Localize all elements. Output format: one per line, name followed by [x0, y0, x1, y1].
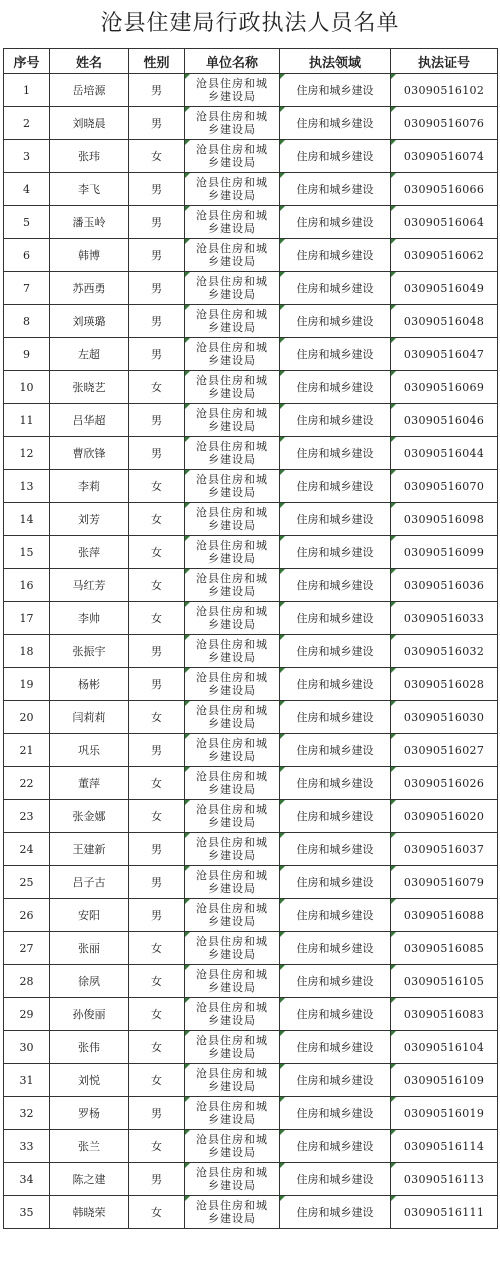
cell-name: 刘悦	[50, 1064, 129, 1097]
cell-unit	[185, 635, 280, 668]
cell-gender: 女	[129, 371, 185, 404]
table-row	[4, 371, 498, 404]
cell-unit	[185, 107, 280, 140]
unit-text: 沧县住房和城乡建设局	[196, 506, 268, 532]
cell-field: 住房和城乡建设	[280, 635, 391, 668]
cell-seq: 26	[4, 899, 50, 932]
unit-text: 沧县住房和城乡建设局	[196, 1067, 268, 1093]
unit-text: 沧县住房和城乡建设局	[196, 1199, 268, 1225]
cell-field: 住房和城乡建设	[280, 206, 391, 239]
cell-field: 住房和城乡建设	[280, 1163, 391, 1196]
unit-text: 沧县住房和城乡建设局	[196, 539, 268, 565]
cell-name: 李飞	[50, 173, 129, 206]
cell-name: 徐夙	[50, 965, 129, 998]
cell-unit	[185, 767, 280, 800]
cell-gender: 男	[129, 74, 185, 107]
cell-gender: 男	[129, 338, 185, 371]
cell-gender: 女	[129, 140, 185, 173]
cell-field: 住房和城乡建设	[280, 239, 391, 272]
cell-seq: 14	[4, 503, 50, 536]
cell-seq: 22	[4, 767, 50, 800]
table-row	[4, 701, 498, 734]
cell-gender: 女	[129, 998, 185, 1031]
cell-field: 住房和城乡建设	[280, 767, 391, 800]
unit-text: 沧县住房和城乡建设局	[196, 770, 268, 796]
cell-name: 张兰	[50, 1130, 129, 1163]
cell-gender: 男	[129, 272, 185, 305]
cell-cert: 03090516027	[391, 734, 498, 767]
cell-seq: 11	[4, 404, 50, 437]
cell-cert: 03090516098	[391, 503, 498, 536]
unit-text: 沧县住房和城乡建设局	[196, 1034, 268, 1060]
cell-seq: 17	[4, 602, 50, 635]
cell-seq: 29	[4, 998, 50, 1031]
cell-unit	[185, 833, 280, 866]
unit-text: 沧县住房和城乡建设局	[196, 374, 268, 400]
cell-name: 罗杨	[50, 1097, 129, 1130]
cell-unit	[185, 74, 280, 107]
cell-name: 刘晓晨	[50, 107, 129, 140]
cell-name: 李莉	[50, 470, 129, 503]
table-row	[4, 305, 498, 338]
cell-cert: 03090516032	[391, 635, 498, 668]
cell-unit	[185, 371, 280, 404]
cell-unit	[185, 404, 280, 437]
cell-unit	[185, 932, 280, 965]
header-cert: 执法证号	[391, 49, 498, 74]
cell-unit	[185, 800, 280, 833]
cell-gender: 女	[129, 1130, 185, 1163]
cell-seq: 16	[4, 569, 50, 602]
cell-field: 住房和城乡建设	[280, 701, 391, 734]
unit-text: 沧县住房和城乡建设局	[196, 968, 268, 994]
cell-cert: 03090516033	[391, 602, 498, 635]
cell-field: 住房和城乡建设	[280, 305, 391, 338]
cell-seq: 1	[4, 74, 50, 107]
cell-seq: 10	[4, 371, 50, 404]
cell-unit	[185, 305, 280, 338]
cell-unit	[185, 1130, 280, 1163]
cell-seq: 4	[4, 173, 50, 206]
cell-unit	[185, 602, 280, 635]
table-row	[4, 74, 498, 107]
table-row	[4, 1130, 498, 1163]
cell-name: 张丽	[50, 932, 129, 965]
table-row	[4, 734, 498, 767]
cell-field: 住房和城乡建设	[280, 965, 391, 998]
table-row	[4, 272, 498, 305]
cell-cert: 03090516046	[391, 404, 498, 437]
cell-gender: 男	[129, 866, 185, 899]
table-row	[4, 833, 498, 866]
unit-text: 沧县住房和城乡建设局	[196, 440, 268, 466]
cell-seq: 13	[4, 470, 50, 503]
unit-text: 沧县住房和城乡建设局	[196, 1166, 268, 1192]
unit-text: 沧县住房和城乡建设局	[196, 1001, 268, 1027]
cell-unit	[185, 1163, 280, 1196]
cell-seq: 15	[4, 536, 50, 569]
table-row	[4, 140, 498, 173]
cell-unit	[185, 338, 280, 371]
cell-seq: 31	[4, 1064, 50, 1097]
cell-cert: 03090516049	[391, 272, 498, 305]
unit-text: 沧县住房和城乡建设局	[196, 176, 268, 202]
header-unit: 单位名称	[185, 49, 280, 74]
table-row	[4, 767, 498, 800]
cell-field: 住房和城乡建设	[280, 404, 391, 437]
cell-seq: 20	[4, 701, 50, 734]
cell-seq: 25	[4, 866, 50, 899]
cell-seq: 32	[4, 1097, 50, 1130]
table-row	[4, 998, 498, 1031]
cell-unit	[185, 1097, 280, 1130]
cell-gender: 女	[129, 800, 185, 833]
cell-name: 刘芳	[50, 503, 129, 536]
cell-seq: 5	[4, 206, 50, 239]
header-seq: 序号	[4, 49, 50, 74]
table-row	[4, 173, 498, 206]
cell-name: 王建新	[50, 833, 129, 866]
cell-gender: 男	[129, 206, 185, 239]
unit-text: 沧县住房和城乡建设局	[196, 869, 268, 895]
unit-text: 沧县住房和城乡建设局	[196, 1133, 268, 1159]
unit-text: 沧县住房和城乡建设局	[196, 407, 268, 433]
cell-field: 住房和城乡建设	[280, 668, 391, 701]
unit-text: 沧县住房和城乡建设局	[196, 1100, 268, 1126]
unit-text: 沧县住房和城乡建设局	[196, 803, 268, 829]
cell-cert: 03090516099	[391, 536, 498, 569]
cell-unit	[185, 239, 280, 272]
cell-field: 住房和城乡建设	[280, 470, 391, 503]
unit-text: 沧县住房和城乡建设局	[196, 341, 268, 367]
cell-unit	[185, 470, 280, 503]
cell-name: 董萍	[50, 767, 129, 800]
cell-unit	[185, 866, 280, 899]
cell-unit	[185, 140, 280, 173]
table-row	[4, 899, 498, 932]
cell-field: 住房和城乡建设	[280, 503, 391, 536]
cell-unit	[185, 998, 280, 1031]
cell-name: 张玮	[50, 140, 129, 173]
table-row	[4, 569, 498, 602]
cell-cert: 03090516105	[391, 965, 498, 998]
unit-text: 沧县住房和城乡建设局	[196, 935, 268, 961]
cell-seq: 3	[4, 140, 50, 173]
cell-field: 住房和城乡建设	[280, 140, 391, 173]
cell-field: 住房和城乡建设	[280, 998, 391, 1031]
unit-text: 沧县住房和城乡建设局	[196, 209, 268, 235]
header-name: 姓名	[50, 49, 129, 74]
cell-seq: 18	[4, 635, 50, 668]
cell-unit	[185, 536, 280, 569]
cell-cert: 03090516036	[391, 569, 498, 602]
cell-cert: 03090516030	[391, 701, 498, 734]
cell-name: 苏西勇	[50, 272, 129, 305]
unit-text: 沧县住房和城乡建设局	[196, 605, 268, 631]
table-row	[4, 866, 498, 899]
table-row	[4, 1196, 498, 1229]
cell-field: 住房和城乡建设	[280, 800, 391, 833]
cell-cert: 03090516066	[391, 173, 498, 206]
table-row	[4, 536, 498, 569]
cell-gender: 女	[129, 602, 185, 635]
cell-cert: 03090516019	[391, 1097, 498, 1130]
cell-name: 闫莉莉	[50, 701, 129, 734]
cell-gender: 女	[129, 569, 185, 602]
cell-cert: 03090516062	[391, 239, 498, 272]
cell-gender: 男	[129, 668, 185, 701]
cell-unit	[185, 734, 280, 767]
unit-text: 沧县住房和城乡建设局	[196, 143, 268, 169]
cell-field: 住房和城乡建设	[280, 338, 391, 371]
cell-cert: 03090516064	[391, 206, 498, 239]
unit-text: 沧县住房和城乡建设局	[196, 836, 268, 862]
table-row	[4, 668, 498, 701]
cell-gender: 男	[129, 239, 185, 272]
table-row	[4, 602, 498, 635]
table-row	[4, 932, 498, 965]
cell-name: 潘玉岭	[50, 206, 129, 239]
table-row	[4, 503, 498, 536]
cell-unit	[185, 899, 280, 932]
cell-cert: 03090516113	[391, 1163, 498, 1196]
cell-unit	[185, 173, 280, 206]
cell-gender: 男	[129, 173, 185, 206]
cell-cert: 03090516079	[391, 866, 498, 899]
cell-unit	[185, 206, 280, 239]
cell-gender: 男	[129, 107, 185, 140]
cell-name: 曹欣锋	[50, 437, 129, 470]
cell-name: 吕华超	[50, 404, 129, 437]
cell-name: 张萍	[50, 536, 129, 569]
cell-name: 韩晓荣	[50, 1196, 129, 1229]
cell-seq: 27	[4, 932, 50, 965]
cell-gender: 女	[129, 1064, 185, 1097]
cell-gender: 女	[129, 536, 185, 569]
cell-cert: 03090516070	[391, 470, 498, 503]
cell-cert: 03090516111	[391, 1196, 498, 1229]
cell-field: 住房和城乡建设	[280, 602, 391, 635]
cell-gender: 男	[129, 734, 185, 767]
unit-text: 沧县住房和城乡建设局	[196, 308, 268, 334]
table-row	[4, 404, 498, 437]
cell-name: 杨彬	[50, 668, 129, 701]
cell-cert: 03090516109	[391, 1064, 498, 1097]
cell-field: 住房和城乡建设	[280, 74, 391, 107]
cell-field: 住房和城乡建设	[280, 272, 391, 305]
cell-field: 住房和城乡建设	[280, 437, 391, 470]
unit-text: 沧县住房和城乡建设局	[196, 638, 268, 664]
cell-seq: 33	[4, 1130, 50, 1163]
unit-text: 沧县住房和城乡建设局	[196, 77, 268, 103]
cell-seq: 19	[4, 668, 50, 701]
unit-text: 沧县住房和城乡建设局	[196, 704, 268, 730]
cell-name: 张晓艺	[50, 371, 129, 404]
cell-unit	[185, 437, 280, 470]
cell-name: 左超	[50, 338, 129, 371]
table-row	[4, 239, 498, 272]
cell-unit	[185, 965, 280, 998]
cell-cert: 03090516044	[391, 437, 498, 470]
table-row	[4, 206, 498, 239]
personnel-table	[3, 48, 498, 1229]
unit-text: 沧县住房和城乡建设局	[196, 242, 268, 268]
cell-field: 住房和城乡建设	[280, 107, 391, 140]
cell-cert: 03090516026	[391, 767, 498, 800]
header-gender: 性别	[129, 49, 185, 74]
header-field: 执法领域	[280, 49, 391, 74]
unit-text: 沧县住房和城乡建设局	[196, 737, 268, 763]
cell-cert: 03090516104	[391, 1031, 498, 1064]
cell-field: 住房和城乡建设	[280, 569, 391, 602]
cell-cert: 03090516047	[391, 338, 498, 371]
cell-cert: 03090516074	[391, 140, 498, 173]
cell-seq: 12	[4, 437, 50, 470]
cell-seq: 30	[4, 1031, 50, 1064]
cell-unit	[185, 1196, 280, 1229]
cell-unit	[185, 1064, 280, 1097]
table-row	[4, 1031, 498, 1064]
cell-name: 张金娜	[50, 800, 129, 833]
table-row	[4, 470, 498, 503]
cell-seq: 34	[4, 1163, 50, 1196]
table-row	[4, 1097, 498, 1130]
cell-name: 张振宇	[50, 635, 129, 668]
cell-unit	[185, 1031, 280, 1064]
cell-unit	[185, 701, 280, 734]
cell-gender: 男	[129, 404, 185, 437]
cell-field: 住房和城乡建设	[280, 1097, 391, 1130]
cell-unit	[185, 668, 280, 701]
cell-name: 马红芳	[50, 569, 129, 602]
cell-unit	[185, 503, 280, 536]
page-title: 沧县住建局行政执法人员名单	[100, 11, 400, 36]
cell-cert: 03090516076	[391, 107, 498, 140]
cell-seq: 7	[4, 272, 50, 305]
table-row	[4, 1064, 498, 1097]
cell-gender: 女	[129, 932, 185, 965]
table-row	[4, 437, 498, 470]
cell-seq: 2	[4, 107, 50, 140]
cell-seq: 24	[4, 833, 50, 866]
cell-field: 住房和城乡建设	[280, 932, 391, 965]
cell-field: 住房和城乡建设	[280, 1031, 391, 1064]
cell-field: 住房和城乡建设	[280, 536, 391, 569]
cell-name: 岳培源	[50, 74, 129, 107]
unit-text: 沧县住房和城乡建设局	[196, 902, 268, 928]
cell-gender: 女	[129, 767, 185, 800]
cell-field: 住房和城乡建设	[280, 833, 391, 866]
cell-field: 住房和城乡建设	[280, 866, 391, 899]
cell-gender: 女	[129, 965, 185, 998]
unit-text: 沧县住房和城乡建设局	[196, 275, 268, 301]
cell-field: 住房和城乡建设	[280, 1064, 391, 1097]
table-row	[4, 338, 498, 371]
cell-gender: 男	[129, 437, 185, 470]
cell-name: 陈之建	[50, 1163, 129, 1196]
cell-field: 住房和城乡建设	[280, 734, 391, 767]
cell-gender: 男	[129, 833, 185, 866]
table-row	[4, 800, 498, 833]
cell-gender: 男	[129, 305, 185, 338]
cell-seq: 6	[4, 239, 50, 272]
table-row	[4, 635, 498, 668]
cell-name: 韩博	[50, 239, 129, 272]
cell-gender: 女	[129, 470, 185, 503]
cell-seq: 9	[4, 338, 50, 371]
cell-name: 张伟	[50, 1031, 129, 1064]
table-row	[4, 1163, 498, 1196]
cell-seq: 23	[4, 800, 50, 833]
cell-name: 巩乐	[50, 734, 129, 767]
cell-name: 孙俊丽	[50, 998, 129, 1031]
cell-gender: 男	[129, 899, 185, 932]
unit-text: 沧县住房和城乡建设局	[196, 671, 268, 697]
table-row	[4, 107, 498, 140]
cell-cert: 03090516048	[391, 305, 498, 338]
cell-name: 李帅	[50, 602, 129, 635]
cell-seq: 28	[4, 965, 50, 998]
cell-cert: 03090516037	[391, 833, 498, 866]
cell-unit	[185, 569, 280, 602]
cell-gender: 男	[129, 1163, 185, 1196]
cell-cert: 03090516020	[391, 800, 498, 833]
table-body	[4, 74, 498, 1229]
cell-field: 住房和城乡建设	[280, 173, 391, 206]
cell-cert: 03090516083	[391, 998, 498, 1031]
cell-cert: 03090516102	[391, 74, 498, 107]
cell-cert: 03090516069	[391, 371, 498, 404]
table-row	[4, 965, 498, 998]
unit-text: 沧县住房和城乡建设局	[196, 572, 268, 598]
cell-gender: 男	[129, 1097, 185, 1130]
cell-gender: 女	[129, 1196, 185, 1229]
cell-cert: 03090516085	[391, 932, 498, 965]
table-header-row	[4, 49, 498, 74]
cell-cert: 03090516028	[391, 668, 498, 701]
cell-seq: 35	[4, 1196, 50, 1229]
cell-name: 安阳	[50, 899, 129, 932]
cell-field: 住房和城乡建设	[280, 1130, 391, 1163]
cell-name: 吕子古	[50, 866, 129, 899]
cell-gender: 女	[129, 1031, 185, 1064]
cell-gender: 女	[129, 503, 185, 536]
cell-seq: 8	[4, 305, 50, 338]
cell-cert: 03090516114	[391, 1130, 498, 1163]
cell-gender: 男	[129, 635, 185, 668]
cell-field: 住房和城乡建设	[280, 1196, 391, 1229]
cell-gender: 女	[129, 701, 185, 734]
cell-field: 住房和城乡建设	[280, 371, 391, 404]
cell-name: 刘瑛璐	[50, 305, 129, 338]
cell-cert: 03090516088	[391, 899, 498, 932]
cell-seq: 21	[4, 734, 50, 767]
unit-text: 沧县住房和城乡建设局	[196, 110, 268, 136]
cell-field: 住房和城乡建设	[280, 899, 391, 932]
cell-unit	[185, 272, 280, 305]
unit-text: 沧县住房和城乡建设局	[196, 473, 268, 499]
